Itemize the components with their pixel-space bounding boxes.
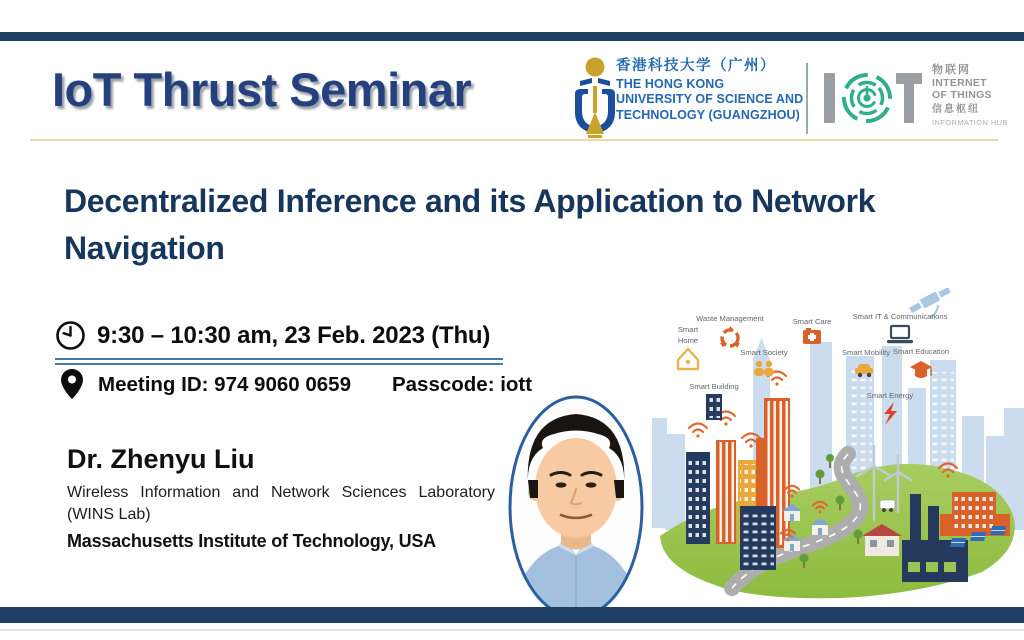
smart-home-label-2: Home	[677, 336, 699, 345]
bottom-faint-rule	[0, 629, 1024, 631]
time-row	[55, 320, 490, 351]
building-label: Smart Building	[689, 382, 739, 391]
smart-home-icon	[678, 349, 698, 369]
header-rule	[30, 139, 998, 141]
iot-name-cn: 物联网	[932, 64, 971, 76]
education-label: Smart Education	[892, 347, 950, 356]
poster-series-title: IoT Thrust Seminar	[52, 63, 472, 116]
smart-city-illustration	[652, 288, 1024, 606]
graduation-cap-icon	[910, 361, 932, 378]
waste-label: Waste Management	[696, 314, 764, 323]
speaker-name: Dr. Zhenyu Liu	[67, 444, 255, 474]
speaker-block	[67, 444, 499, 552]
first-aid-icon	[803, 328, 821, 344]
speaker-institute: Massachusetts Institute of Technology, USA	[67, 531, 436, 551]
society-label: Smart Society	[740, 348, 788, 357]
bottom-divider-bar	[0, 607, 1024, 623]
iot-name-en3: INFORMATION HUB	[932, 118, 1008, 127]
iot-hub-logo-text	[932, 64, 1008, 130]
hkust-logo-icon	[572, 56, 618, 142]
clock-icon	[55, 320, 86, 351]
logo-separator	[806, 63, 808, 134]
double-rule	[55, 358, 503, 365]
energy-label: Smart Energy	[866, 391, 914, 400]
hkust-name-en3: TECHNOLOGY (GUANGZHOU)	[616, 107, 800, 122]
mobility-label: Smart Mobility	[841, 348, 891, 357]
speaker-photo	[506, 392, 646, 622]
smart-home-label-1: Smart	[677, 325, 699, 334]
care-label: Smart Care	[792, 317, 832, 326]
iot-name-cn2: 信息枢纽	[932, 103, 980, 115]
smart-it-item	[853, 312, 948, 343]
top-divider-bar	[0, 32, 1024, 41]
recycle-icon	[720, 326, 740, 348]
laptop-icon	[887, 326, 913, 343]
meeting-id: Meeting ID: 974 9060 0659	[98, 372, 351, 396]
hkust-name-en2: UNIVERSITY OF SCIENCE AND	[616, 92, 804, 106]
hkust-name-en1: THE HONG KONG	[616, 76, 725, 91]
smart-care-item	[793, 317, 832, 344]
smart-home-item	[678, 325, 699, 369]
building-icon	[706, 394, 722, 420]
iot-name-en2: OF THINGS	[932, 89, 992, 101]
meeting-row	[61, 369, 532, 400]
iot-name-en1: INTERNET	[932, 76, 987, 89]
waste-management-item	[696, 314, 765, 348]
talk-title: Decentralized Inference and its Application to Network Navigation	[64, 183, 876, 266]
passcode: Passcode: iott	[391, 372, 533, 396]
hkust-name-cn: 香港科技大学（广州）	[616, 58, 776, 74]
hkust-logo-text	[616, 59, 806, 123]
it-label: Smart IT & Communications	[852, 312, 948, 321]
talk-time: 9:30 – 10:30 am, 23 Feb. 2023 (Thu)	[97, 321, 491, 349]
speaker-lab: Wireless Information and Network Sciences Laboratory (WINS Lab)	[67, 484, 495, 523]
location-pin-icon	[61, 369, 83, 400]
iot-hub-logo-icon	[822, 67, 924, 129]
